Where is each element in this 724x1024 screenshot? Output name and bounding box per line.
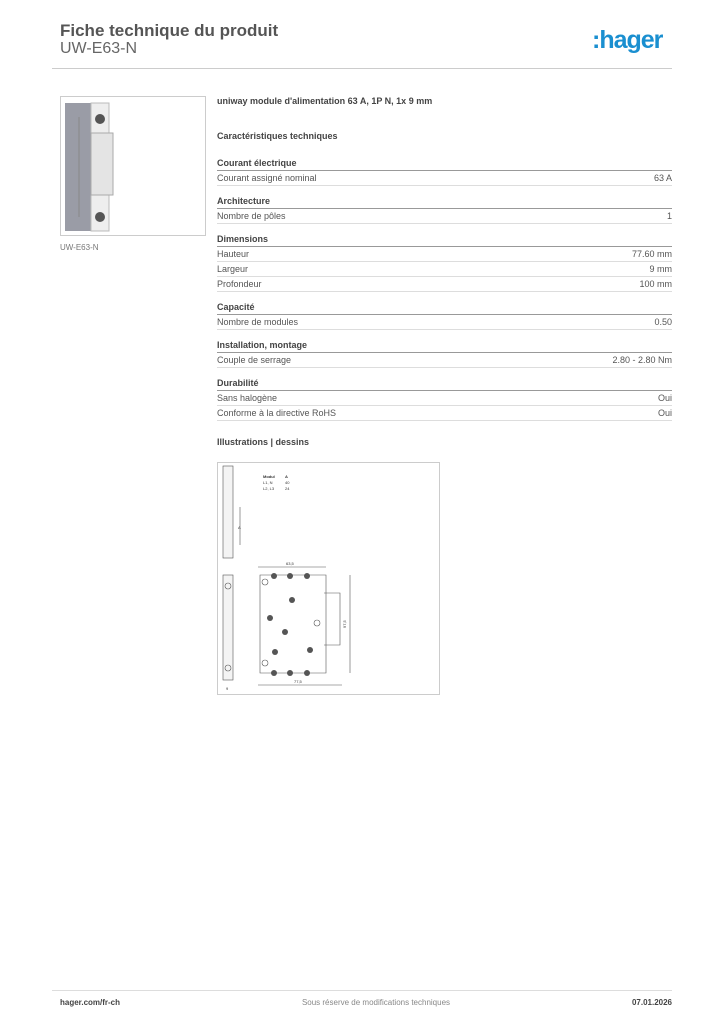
spec-group: [217, 300, 672, 330]
spec-group-title: Installation, montage: [217, 338, 672, 353]
spec-value: 77.60 mm: [631, 249, 672, 259]
spec-row: [217, 262, 672, 277]
illustrations-title: Illustrations | dessins: [217, 437, 310, 447]
drawing-table-cell: L2, L3: [263, 486, 275, 491]
spec-group-title: Architecture: [217, 194, 672, 209]
spec-group-title: Capacité: [217, 300, 672, 315]
spec-group: [217, 232, 672, 292]
spec-row: [217, 277, 672, 292]
spec-row: [217, 247, 672, 262]
drawing-table-cell: L1, N: [263, 480, 273, 485]
spec-label: Largeur: [217, 264, 249, 274]
spec-value: 0.50: [654, 317, 672, 327]
spec-value: 9 mm: [649, 264, 672, 274]
hager-logo: :hager: [592, 26, 663, 54]
spec-group-title: Courant électrique: [217, 156, 672, 171]
page-title: Fiche technique du produit: [60, 21, 279, 40]
spec-row: [217, 353, 672, 368]
technical-drawing: [217, 462, 440, 695]
dim-side: 9: [226, 686, 229, 691]
spec-value: 2.80 - 2.80 Nm: [612, 355, 672, 365]
spec-group: [217, 194, 672, 224]
spec-label: Nombre de modules: [217, 317, 299, 327]
spec-label: Profondeur: [217, 279, 262, 289]
specifications: [217, 96, 672, 447]
spec-label: Conforme à la directive RoHS: [217, 408, 337, 418]
spec-group-title: Dimensions: [217, 232, 672, 247]
spec-row: [217, 171, 672, 186]
spec-row: [217, 209, 672, 224]
drawing-table-cell: 40: [285, 480, 290, 485]
spec-group: [217, 338, 672, 368]
product-image: [60, 96, 206, 236]
footer-notice: Sous réserve de modifications techniques: [301, 998, 451, 1007]
spec-label: Nombre de pôles: [217, 211, 286, 221]
spec-value: 100 mm: [639, 279, 672, 289]
product-image-label: UW-E63-N: [60, 243, 99, 252]
spec-group: [217, 376, 672, 421]
spec-label: Couple de serrage: [217, 355, 292, 365]
dim-width: 63,5: [286, 561, 294, 566]
spec-group: [217, 156, 672, 186]
spec-label: Sans halogène: [217, 393, 278, 403]
spec-row: [217, 406, 672, 421]
spec-group-title: Durabilité: [217, 376, 672, 391]
drawing-table-cell: Modul: [263, 474, 275, 479]
spec-value: 63 A: [653, 173, 672, 183]
spec-label: Hauteur: [217, 249, 250, 259]
spec-row: [217, 315, 672, 330]
dim-height: 97,5: [342, 620, 347, 628]
product-name: uniway module d'alimentation 63 A, 1P N, 1x 9 mm: [217, 96, 433, 106]
footer-date: 07.01.2026: [631, 998, 672, 1007]
spec-label: Courant assigné nominal: [217, 173, 317, 183]
spec-value: Oui: [657, 393, 672, 403]
dim-a: A: [238, 525, 241, 530]
footer-website[interactable]: hager.com/fr-ch: [60, 998, 121, 1007]
drawing-table-cell: 24: [285, 486, 290, 491]
spec-value: 1: [666, 211, 672, 221]
dim-base: 77,5: [294, 679, 302, 684]
footer: [60, 998, 672, 1007]
spec-row: [217, 391, 672, 406]
spec-value: Oui: [657, 408, 672, 418]
characteristics-title: Caractéristiques techniques: [217, 131, 338, 141]
drawing-table-cell: A: [285, 474, 288, 479]
header-divider: [52, 68, 672, 69]
product-reference: UW-E63-N: [60, 40, 138, 57]
footer-divider: [52, 990, 672, 991]
